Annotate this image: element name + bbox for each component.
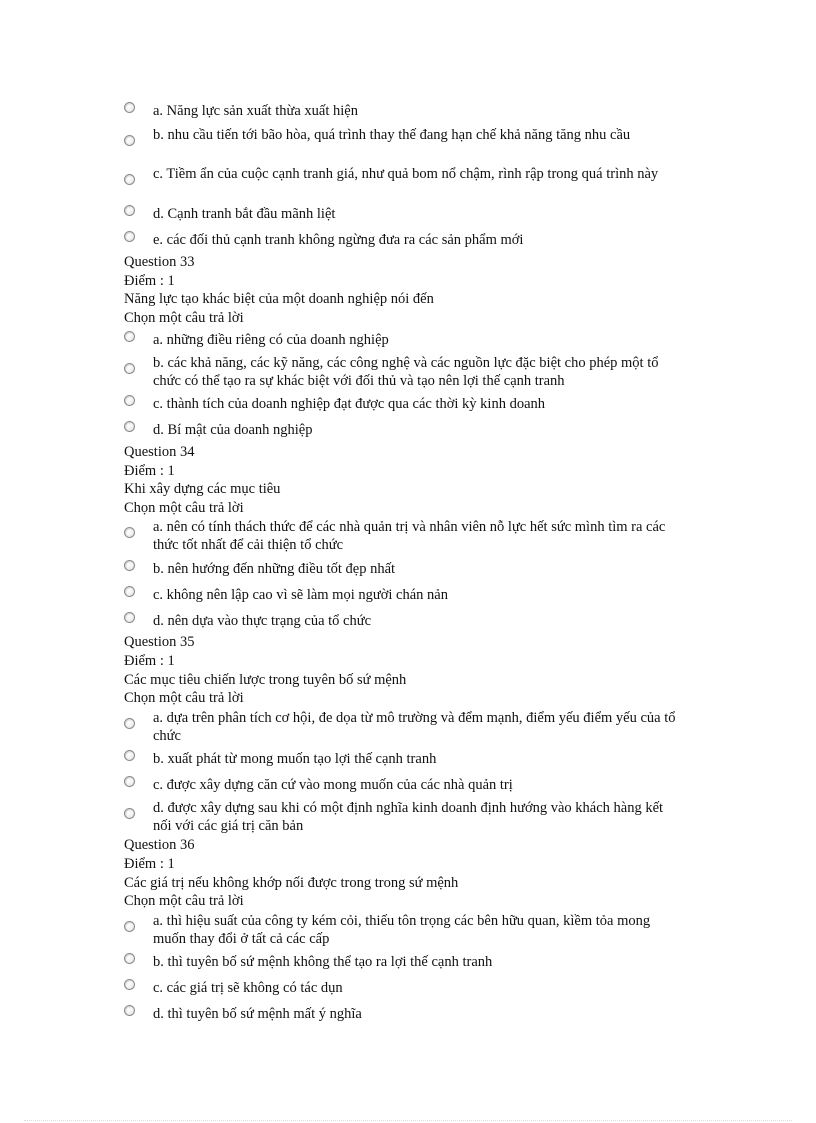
answer-option-label: c. Tiềm ẩn của cuộc cạnh tranh giá, như quả bom nổ chậm, rình rập trong quá trình này (153, 166, 659, 182)
answer-option-label: a. những điều riêng có của doanh nghiệp (153, 332, 389, 348)
answer-option-label: c. được xây dựng căn cứ vào mong muốn của các nhà quản trị (153, 777, 513, 793)
answer-instruction: Chọn một câu trả lời (124, 500, 244, 516)
question-number: Question 35 (124, 634, 195, 650)
question-number: Question 33 (124, 254, 195, 270)
question-number: Question 36 (124, 837, 195, 853)
radio-button-icon[interactable] (124, 586, 135, 597)
radio-button-icon[interactable] (124, 750, 135, 761)
radio-button-icon[interactable] (124, 612, 135, 623)
answer-option-label: b. nhu cầu tiến tới bão hòa, quá trình thay thế đang hạn chế khả năng tăng nhu cầu (153, 127, 631, 143)
radio-button-icon[interactable] (124, 921, 135, 932)
radio-button-icon[interactable] (124, 421, 135, 432)
answer-option-label: b. nên hướng đến những điều tốt đẹp nhất (153, 561, 396, 577)
question-text: Các mục tiêu chiến lược trong tuyên bố sứ mệnh (124, 672, 407, 688)
question-text: Các giá trị nếu không khớp nối được trong trong sứ mệnh (124, 875, 459, 891)
answer-option-label: c. các giá trị sẽ không có tác dụn (153, 980, 343, 996)
answer-option-label: a. thì hiệu suất của công ty kém cỏi, thiếu tôn trọng các bên hữu quan, kìềm tỏa mong muốn thay đổi ở tất cả các cấp (153, 913, 651, 947)
radio-button-icon[interactable] (124, 979, 135, 990)
radio-button-icon[interactable] (124, 205, 135, 216)
answer-option-label: d. thì tuyên bố sứ mệnh mất ý nghĩa (153, 1006, 362, 1022)
question-text: Năng lực tạo khác biệt của một doanh nghiệp nói đến (124, 291, 434, 307)
answer-option-label: c. thành tích của doanh nghiệp đạt được qua các thời kỳ kinh doanh (153, 396, 546, 412)
radio-button-icon[interactable] (124, 135, 135, 146)
radio-button-icon[interactable] (124, 953, 135, 964)
radio-button-icon[interactable] (124, 331, 135, 342)
answer-option-label: b. các khả năng, các kỹ năng, các công nghệ và các nguồn lực đặc biệt cho phép một tổ chức có thể tạo ra sự khác biệt với đối thủ và tạo nên lợi thế cạnh tranh (153, 355, 659, 389)
radio-button-icon[interactable] (124, 560, 135, 571)
answer-option-label: d. được xây dựng sau khi có một định nghĩa kinh doanh định hướng vào khách hàng kết nối với các giá trị căn bản (153, 800, 664, 834)
answer-option-label: e. các đối thủ cạnh tranh không ngừng đưa ra các sản phẩm mới (153, 232, 524, 248)
question-number: Question 34 (124, 444, 195, 460)
answer-option-label: d. Bí mật của doanh nghiệp (153, 422, 313, 438)
question-points: Điểm : 1 (124, 856, 175, 872)
answer-option-label: a. Năng lực sản xuất thừa xuất hiện (153, 103, 358, 119)
radio-button-icon[interactable] (124, 231, 135, 242)
question-text: Khi xây dựng các mục tiêu (124, 481, 281, 497)
answer-instruction: Chọn một câu trả lời (124, 310, 244, 326)
question-points: Điểm : 1 (124, 653, 175, 669)
answer-option-label: d. Cạnh tranh bắt đầu mãnh liệt (153, 206, 336, 222)
question-points: Điểm : 1 (124, 273, 175, 289)
radio-button-icon[interactable] (124, 174, 135, 185)
answer-instruction: Chọn một câu trả lời (124, 690, 244, 706)
radio-button-icon[interactable] (124, 395, 135, 406)
answer-option-label: d. nên dựa vào thực trạng của tổ chức (153, 613, 372, 629)
radio-button-icon[interactable] (124, 718, 135, 729)
radio-button-icon[interactable] (124, 363, 135, 374)
radio-button-icon[interactable] (124, 102, 135, 113)
answer-instruction: Chọn một câu trả lời (124, 893, 244, 909)
radio-button-icon[interactable] (124, 808, 135, 819)
answer-option-label: b. thì tuyên bố sứ mệnh không thể tạo ra lợi thế cạnh tranh (153, 954, 493, 970)
radio-button-icon[interactable] (124, 527, 135, 538)
question-points: Điểm : 1 (124, 463, 175, 479)
radio-button-icon[interactable] (124, 776, 135, 787)
page-bottom-rule (24, 1120, 792, 1121)
answer-option-label: a. nên có tính thách thức để các nhà quản trị và nhân viên nỗ lực hết sức mình tìm ra các thức tốt nhất để cải thiện tổ chức (153, 519, 666, 553)
answer-option-label: c. không nên lập cao vì sẽ làm mọi người chán nản (153, 587, 448, 603)
answer-option-label: b. xuất phát từ mong muốn tạo lợi thế cạnh tranh (153, 751, 437, 767)
radio-button-icon[interactable] (124, 1005, 135, 1016)
answer-option-label: a. dựa trên phân tích cơ hội, đe dọa từ mô trường và đểm mạnh, điểm yếu điểm yếu của tổ chức (153, 710, 676, 744)
